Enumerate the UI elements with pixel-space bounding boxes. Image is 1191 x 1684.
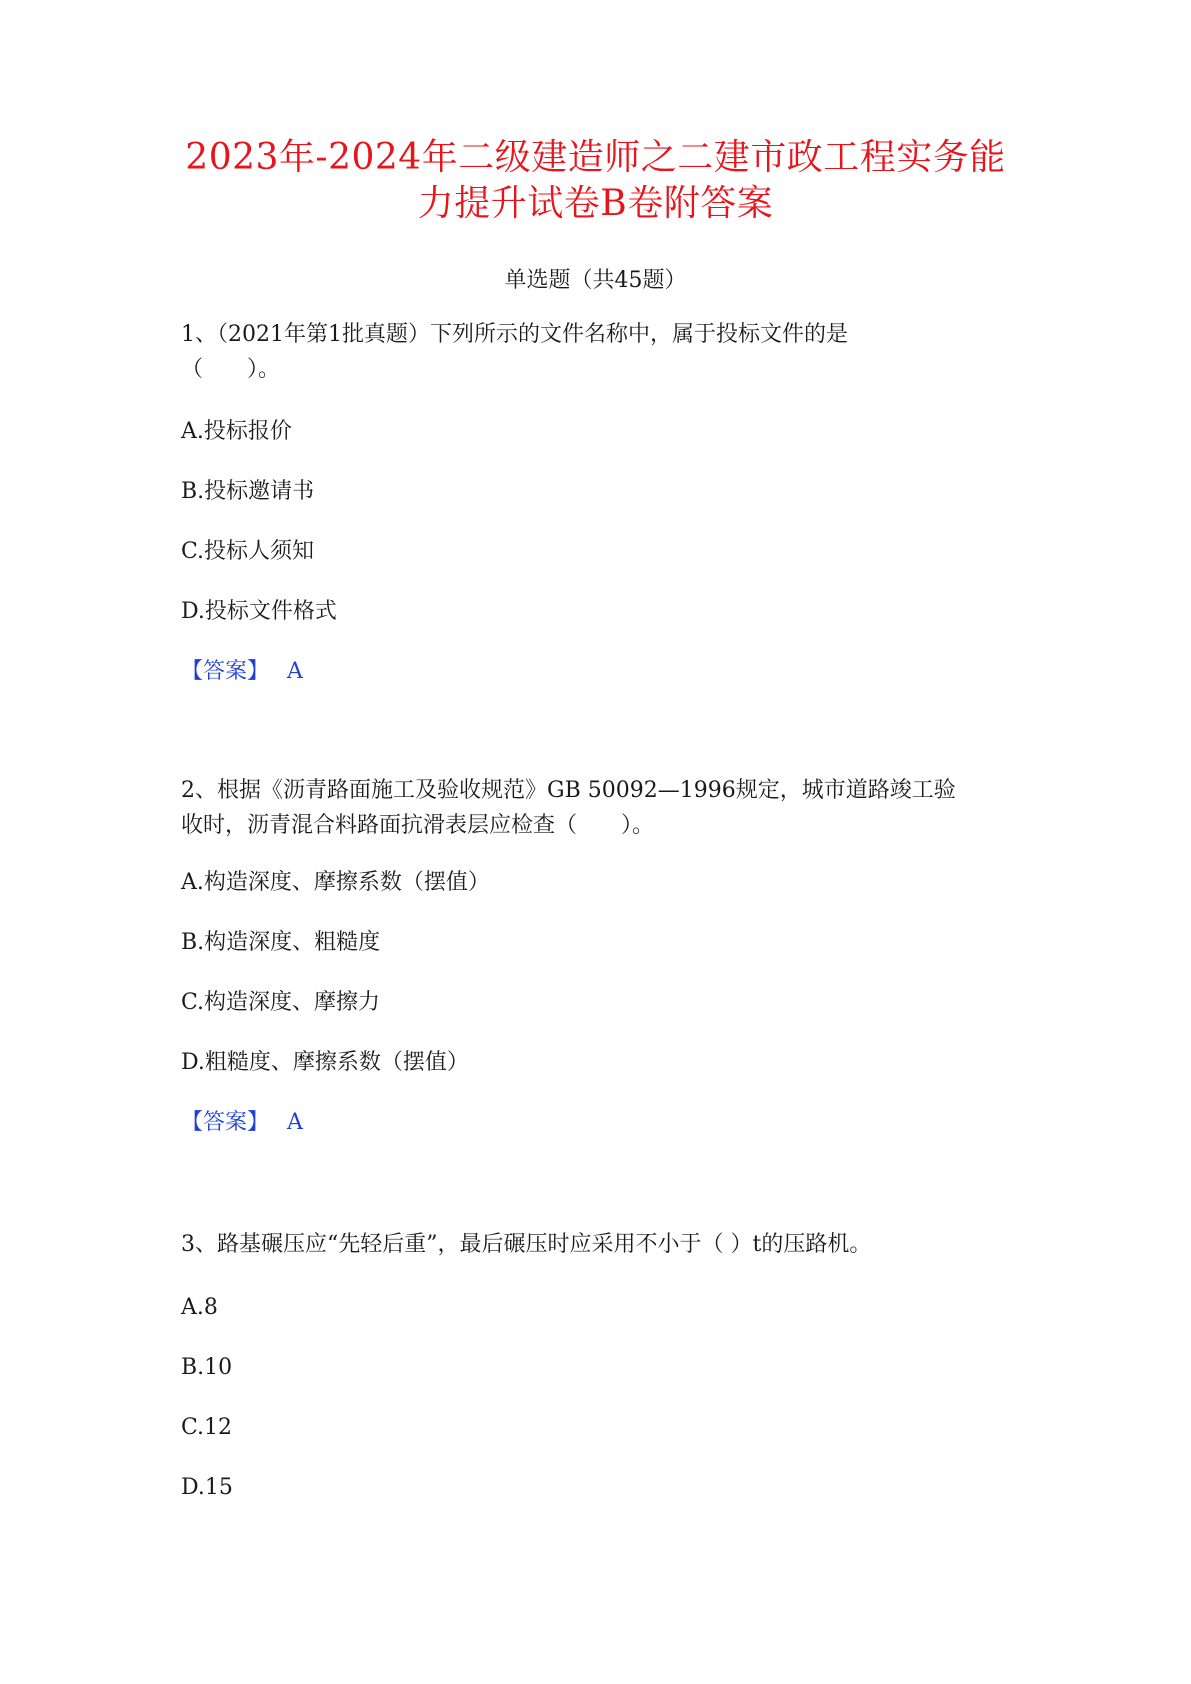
section-heading: 单选题（共45题）	[504, 268, 687, 293]
question-1-option-a: A.投标报价	[181, 419, 292, 444]
question-1-stem-line-1: 1、（2021年第1批真题）下列所示的文件名称中，属于投标文件的是	[181, 322, 848, 347]
question-1-stem-line-2: （ ）。	[181, 357, 281, 382]
question-1-option-d: D.投标文件格式	[181, 599, 337, 624]
question-2-answer	[181, 1108, 303, 1138]
question-2-option-b: B.构造深度、粗糙度	[181, 930, 381, 955]
answer-label: 【答案】	[181, 1110, 270, 1135]
question-3-option-c: C.12	[181, 1415, 233, 1440]
question-1-option-b: B.投标邀请书	[181, 479, 315, 504]
question-2-option-a: A.构造深度、摩擦系数（摆值）	[181, 870, 490, 895]
question-3-option-a: A.8	[181, 1295, 218, 1320]
answer-value: A	[287, 1110, 303, 1135]
question-1-option-c: C.投标人须知	[181, 539, 315, 564]
question-3-option-b: B.10	[181, 1355, 233, 1380]
document-title-line-1: 2023年-2024年二级建造师之二建市政工程实务能	[185, 137, 1006, 178]
question-1-answer	[181, 657, 303, 687]
question-3-option-d: D.15	[181, 1475, 233, 1500]
question-2-stem-line-2: 收时，沥青混合料路面抗滑表层应检查（ ）。	[181, 813, 655, 838]
document-title-line-2: 力提升试卷B卷附答案	[417, 183, 774, 224]
answer-value: A	[287, 659, 303, 684]
question-2-option-d: D.粗糙度、摩擦系数（摆值）	[181, 1050, 469, 1075]
question-3-stem-line-1: 3、路基碾压应“先轻后重”，最后碾压时应采用不小于（ ）t的压路机。	[181, 1232, 872, 1257]
question-2-option-c: C.构造深度、摩擦力	[181, 990, 381, 1015]
question-2-stem-line-1: 2、根据《沥青路面施工及验收规范》GB 50092—1996规定，城市道路竣工验	[181, 778, 956, 803]
answer-label: 【答案】	[181, 659, 270, 684]
